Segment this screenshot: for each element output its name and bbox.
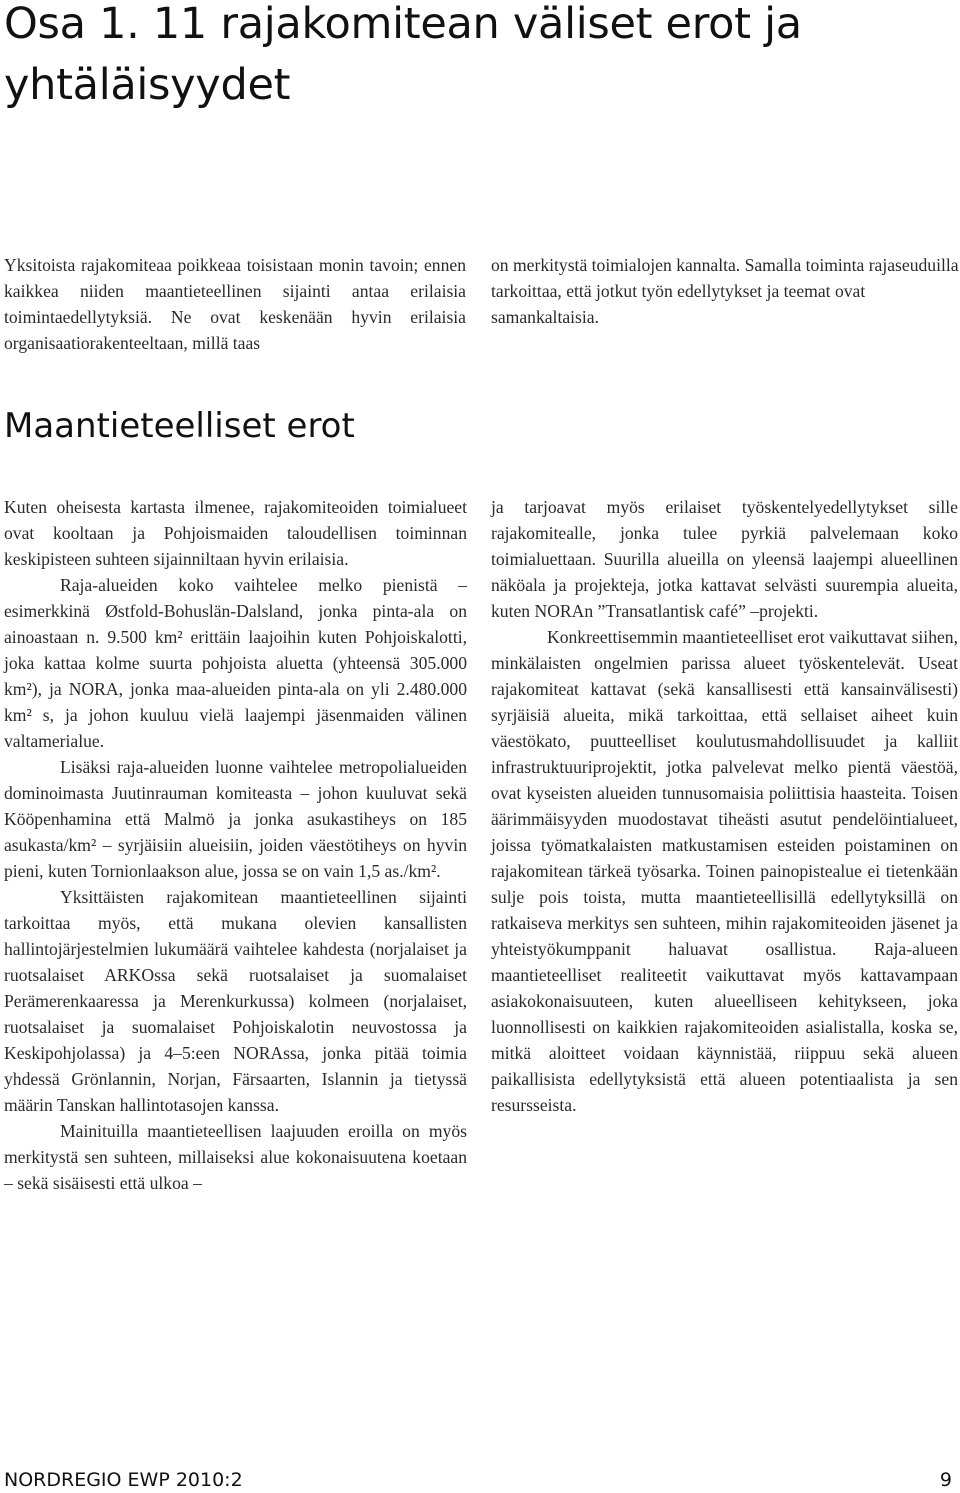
body-right-column xyxy=(491,494,958,1118)
page-footer xyxy=(4,1468,952,1492)
intro-left-column xyxy=(4,252,466,356)
body-paragraph: Lisäksi raja-alueiden luonne vaihtelee metropolialueiden dominoimasta Juutinrauman komiteasta – johon kuuluvat sekä Kööpenhamina että Malmö ja jonka asukastiheys on 185 asukasta/km² – syrjäisiin alueisiin, joiden väestötiheys on hyvin pieni, kuten Tornionlaakson alue, jossa se on vain 1,5 as./km². xyxy=(4,757,467,881)
body-left-column xyxy=(4,494,467,1196)
body-paragraph: Kuten oheisesta kartasta ilmenee, rajakomiteoiden toimialueet ovat kooltaan ja Pohjoismaiden taloudellisen toiminnan keskipisteen suhteen sijainniltaan hyvin erilaisia. xyxy=(4,497,467,569)
intro-right-column xyxy=(491,252,959,330)
body-paragraph: ja tarjoavat myös erilaiset työskentelyedellytykset sille rajakomitealle, jonka tulee pyrkiä palvelemaan koko toimialuettaan. Suurilla alueilla on yleensä laajempi alueellinen näköala ja projekteja, jotka kattavat selvästi suurempia alueita, kuten NORAn ”Transatlantisk café” –projekti. xyxy=(491,497,958,621)
intro-paragraph-left: Yksitoista rajakomiteaa poikkeaa toisistaan monin tavoin; ennen kaikkea niiden maantieteellinen sijainti antaa erilaisia toimintaedellytyksiä. Ne ovat keskenään hyvin erilaisia organisaatiorakenteeltaan, millä taas xyxy=(4,255,466,353)
intro-paragraph-right: on merkitystä toimialojen kannalta. Samalla toiminta rajaseuduilla tarkoittaa, että jotkut työn edellytykset ja teemat ovat samankaltaisia. xyxy=(491,255,959,327)
body-paragraph: Konkreettisemmin maantieteelliset erot vaikuttavat siihen, minkälaisten ongelmien parissa alueet työskentelevät. Useat rajakomiteat kattavat (sekä kansallisesti että kansainvälisesti) syrjäisiä alueita, mikä tarkoittaa, että sellaiset aiheet kuin väestökato, puutteelliset koulutusmahdollisuudet ja kalliit infrastruktuuriprojektit, jotka palvelevat melko pientä väestöä, ovat kyseisten alueiden tunnusomaisia poliittisia haasteita. Toisen äärimmäisyyden muodostavat tiheästi asutut pendelöintialueet, joissa työmatkalaisten matkustamisen esteiden poistaminen on rajakomitean tärkeä työsarka. Toinen painopistealue ei tietenkään sulje pois toista, mutta maantieteellisillä edellytyksillä on ratkaiseva merkitys sen suhteen, mihin rajakomiteoiden jäsenet ja yhteistyökumppanit haluavat osallistua. Raja-alueen maantieteelliset realiteetit vaikuttavat myös kattavampaan asiakokonaisuuteen, kuten alueelliseen kehitykseen, joka luonnollisesti on kaikkien rajakomiteoiden asialistalla, koska se, mitkä aloitteet voidaan käynnistää, riippuu sekä alueen paikallisista edellytyksistä että alueen potentiaalista ja sen resursseista. xyxy=(491,627,958,1115)
body-paragraph: Mainituilla maantieteellisen laajuuden eroilla on myös merkitystä sen suhteen, millaiseksi alue kokonaisuutena koetaan – sekä sisäisesti että ulkoa – xyxy=(4,1121,467,1193)
footer-doc-id: NORDREGIO EWP 2010:2 xyxy=(4,1469,243,1491)
page-number: 9 xyxy=(939,1469,952,1491)
body-paragraph: Yksittäisten rajakomitean maantieteellinen sijainti tarkoittaa myös, että mukana olevien kansallisten hallintojärjestelmien lukumäärä vaihtelee kahdesta (norjalaiset ja ruotsalaiset ARKOssa sekä ruotsalaiset ja suomalaiset Perämerenkaaressa ja Merenkurkussa) kolmeen (norjalaiset, ruotsalaiset ja suomalaiset Pohjoiskalotin neuvostossa ja Keskipohjolassa) ja 4–5:een NORAssa, jonka pitää toimia yhdessä Grönlannin, Norjan, Färsaarten, Islannin ja tietyssä määrin Tanskan hallintotasojen kanssa. xyxy=(4,887,467,1115)
page-title: Osa 1. 11 rajakomitean väliset erot ja yhtäläisyydet xyxy=(4,0,802,110)
section-heading: Maantieteelliset erot xyxy=(4,406,355,446)
body-paragraph: Raja-alueiden koko vaihtelee melko pienistä – esimerkkinä Østfold-Bohuslän-Dalsland, jonka pinta-ala on ainoastaan n. 9.500 km² erittäin laajoihin kuten Pohjoiskalotti, joka kattaa kolme suurta pohjoista aluetta (yhteensä 305.000 km²), ja NORA, jonka maa-alueiden pinta-ala on yli 2.480.000 km² s, ja johon kuuluu vielä laajempi jäsenmaiden välinen valtamerialue. xyxy=(4,575,467,751)
